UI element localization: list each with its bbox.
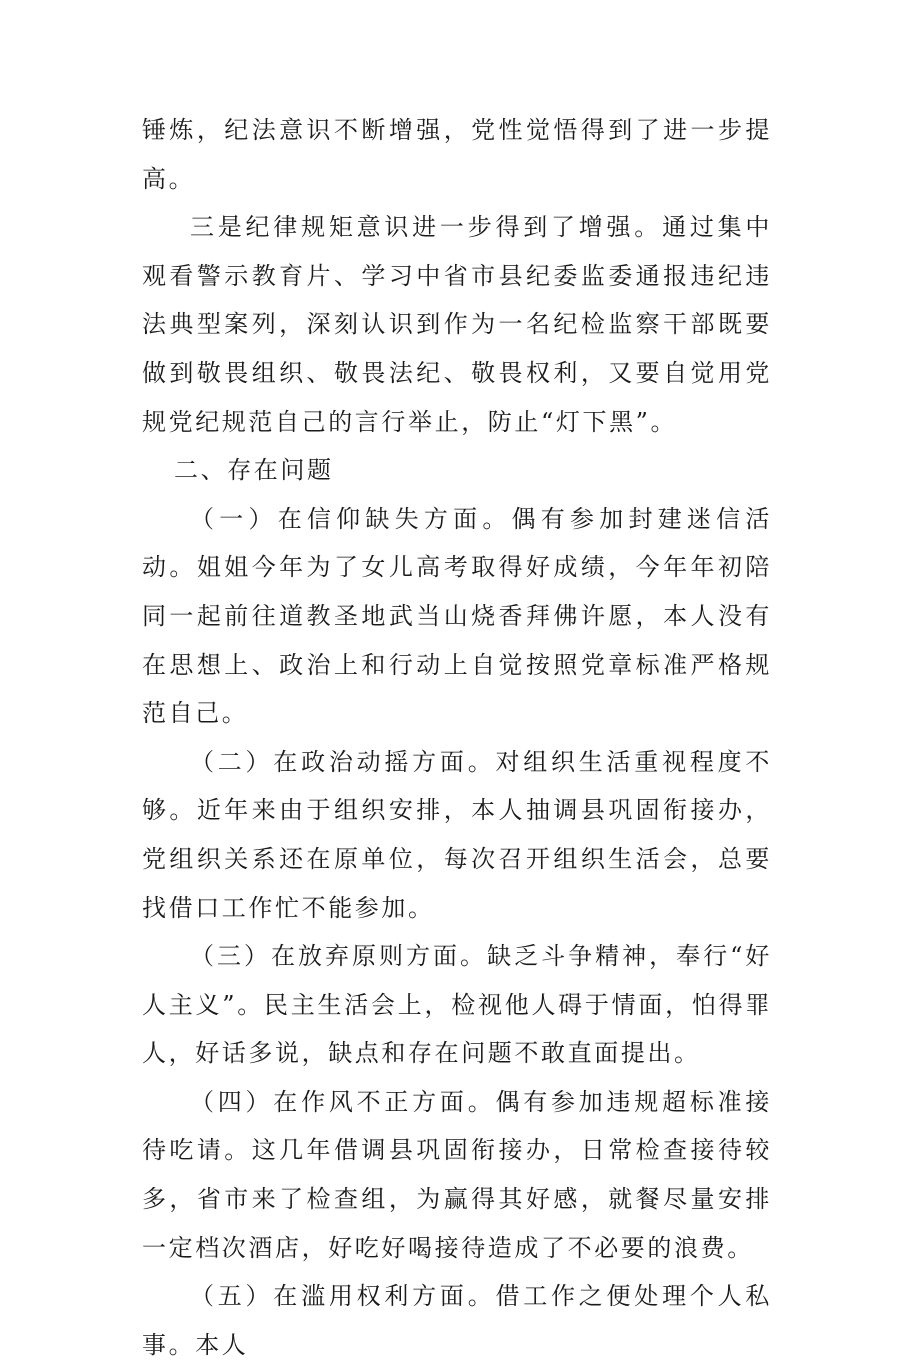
paragraph-continuation: 锤炼，纪法意识不断增强，党性觉悟得到了进一步提高。	[142, 116, 772, 193]
paragraph-problem-1: （一）在信仰缺失方面。偶有参加封建迷信活动。姐姐今年为了女儿高考取得好成绩，今年年初陪同一起前往道教圣地武当山烧香拜佛许愿，本人没有在思想上、政治上和行动上自觉按照党章标准严格规范自己。	[142, 504, 772, 728]
paragraph-problem-5: （五）在滥用权利方面。借工作之便处理个人私事。本人	[142, 1282, 772, 1359]
paragraph-discipline-awareness: 三是纪律规矩意识进一步得到了增强。通过集中观看警示教育片、学习中省市县纪委监委通报违纪违法典型案列，深刻认识到作为一名纪检监察干部既要做到敬畏组织、敬畏法纪、敬畏权利，又要自觉用党规党纪规范自己的言行举止，防止“灯下黑”。	[142, 213, 772, 436]
paragraph-problem-4: （四）在作风不正方面。偶有参加违规超标准接待吃请。这几年借调县巩固衔接办，日常检查接待较多，省市来了检查组，为赢得其好感，就餐尽量安排一定档次酒店，好吃好喝接待造成了不必要的浪费。	[142, 1087, 772, 1262]
section-heading-existing-problems: 二、存在问题	[174, 456, 334, 485]
paragraph-problem-2: （二）在政治动摇方面。对组织生活重视程度不够。近年来由于组织安排，本人抽调县巩固衔接办，党组织关系还在原单位，每次召开组织生活会，总要找借口工作忙不能参加。	[142, 747, 772, 922]
paragraph-problem-3: （三）在放弃原则方面。缺乏斗争精神，奉行“好人主义”。民主生活会上，检视他人碍于情面，怕得罪人，好话多说，缺点和存在问题不敢直面提出。	[142, 942, 772, 1068]
document-body	[142, 106, 772, 1369]
